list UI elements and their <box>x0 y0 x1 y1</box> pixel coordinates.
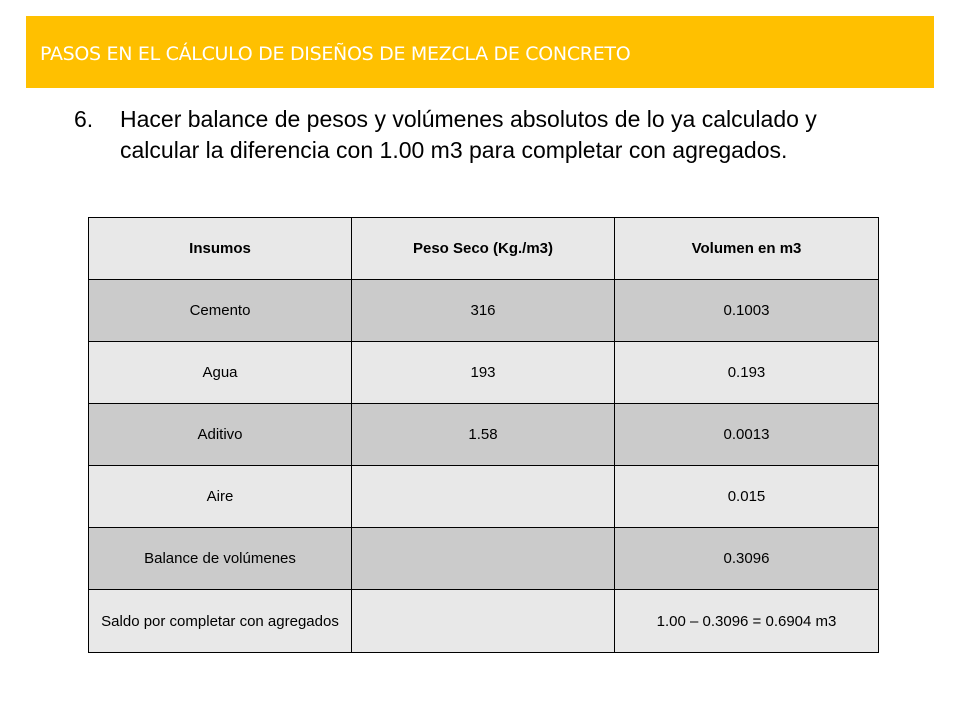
page-title: PASOS EN EL CÁLCULO DE DISEÑOS DE MEZCLA DE CONCRETO <box>40 43 631 65</box>
cell-peso <box>352 590 615 653</box>
header-insumos: Insumos <box>89 218 352 280</box>
cell-insumo: Agua <box>89 342 352 404</box>
cell-peso: 316 <box>352 280 615 342</box>
cell-peso <box>352 528 615 590</box>
table-header-row <box>89 218 879 280</box>
header-volumen: Volumen en m3 <box>615 218 879 280</box>
cell-volumen: 1.00 – 0.3096 = 0.6904 m3 <box>615 590 879 653</box>
step-number: 6. <box>74 106 94 132</box>
cell-insumo: Aditivo <box>89 404 352 466</box>
cell-insumo: Aire <box>89 466 352 528</box>
table-row <box>89 280 879 342</box>
header-peso-seco: Peso Seco (Kg./m3) <box>352 218 615 280</box>
cell-peso <box>352 466 615 528</box>
cell-volumen: 0.3096 <box>615 528 879 590</box>
mix-balance-table <box>88 217 879 653</box>
title-bar <box>26 16 934 88</box>
step-instruction <box>74 104 874 166</box>
cell-insumo: Saldo por completar con agregados <box>89 590 352 653</box>
table-row <box>89 404 879 466</box>
cell-volumen: 0.0013 <box>615 404 879 466</box>
cell-peso: 193 <box>352 342 615 404</box>
cell-peso: 1.58 <box>352 404 615 466</box>
cell-insumo: Cemento <box>89 280 352 342</box>
table-row <box>89 590 879 653</box>
step-text: Hacer balance de pesos y volúmenes absolutos de lo ya calculado y calcular la diferencia con 1.00 m3 para completar con agregados. <box>120 106 817 163</box>
table-row <box>89 342 879 404</box>
cell-volumen: 0.1003 <box>615 280 879 342</box>
cell-volumen: 0.015 <box>615 466 879 528</box>
cell-insumo: Balance de volúmenes <box>89 528 352 590</box>
cell-volumen: 0.193 <box>615 342 879 404</box>
table-row <box>89 466 879 528</box>
table-row <box>89 528 879 590</box>
